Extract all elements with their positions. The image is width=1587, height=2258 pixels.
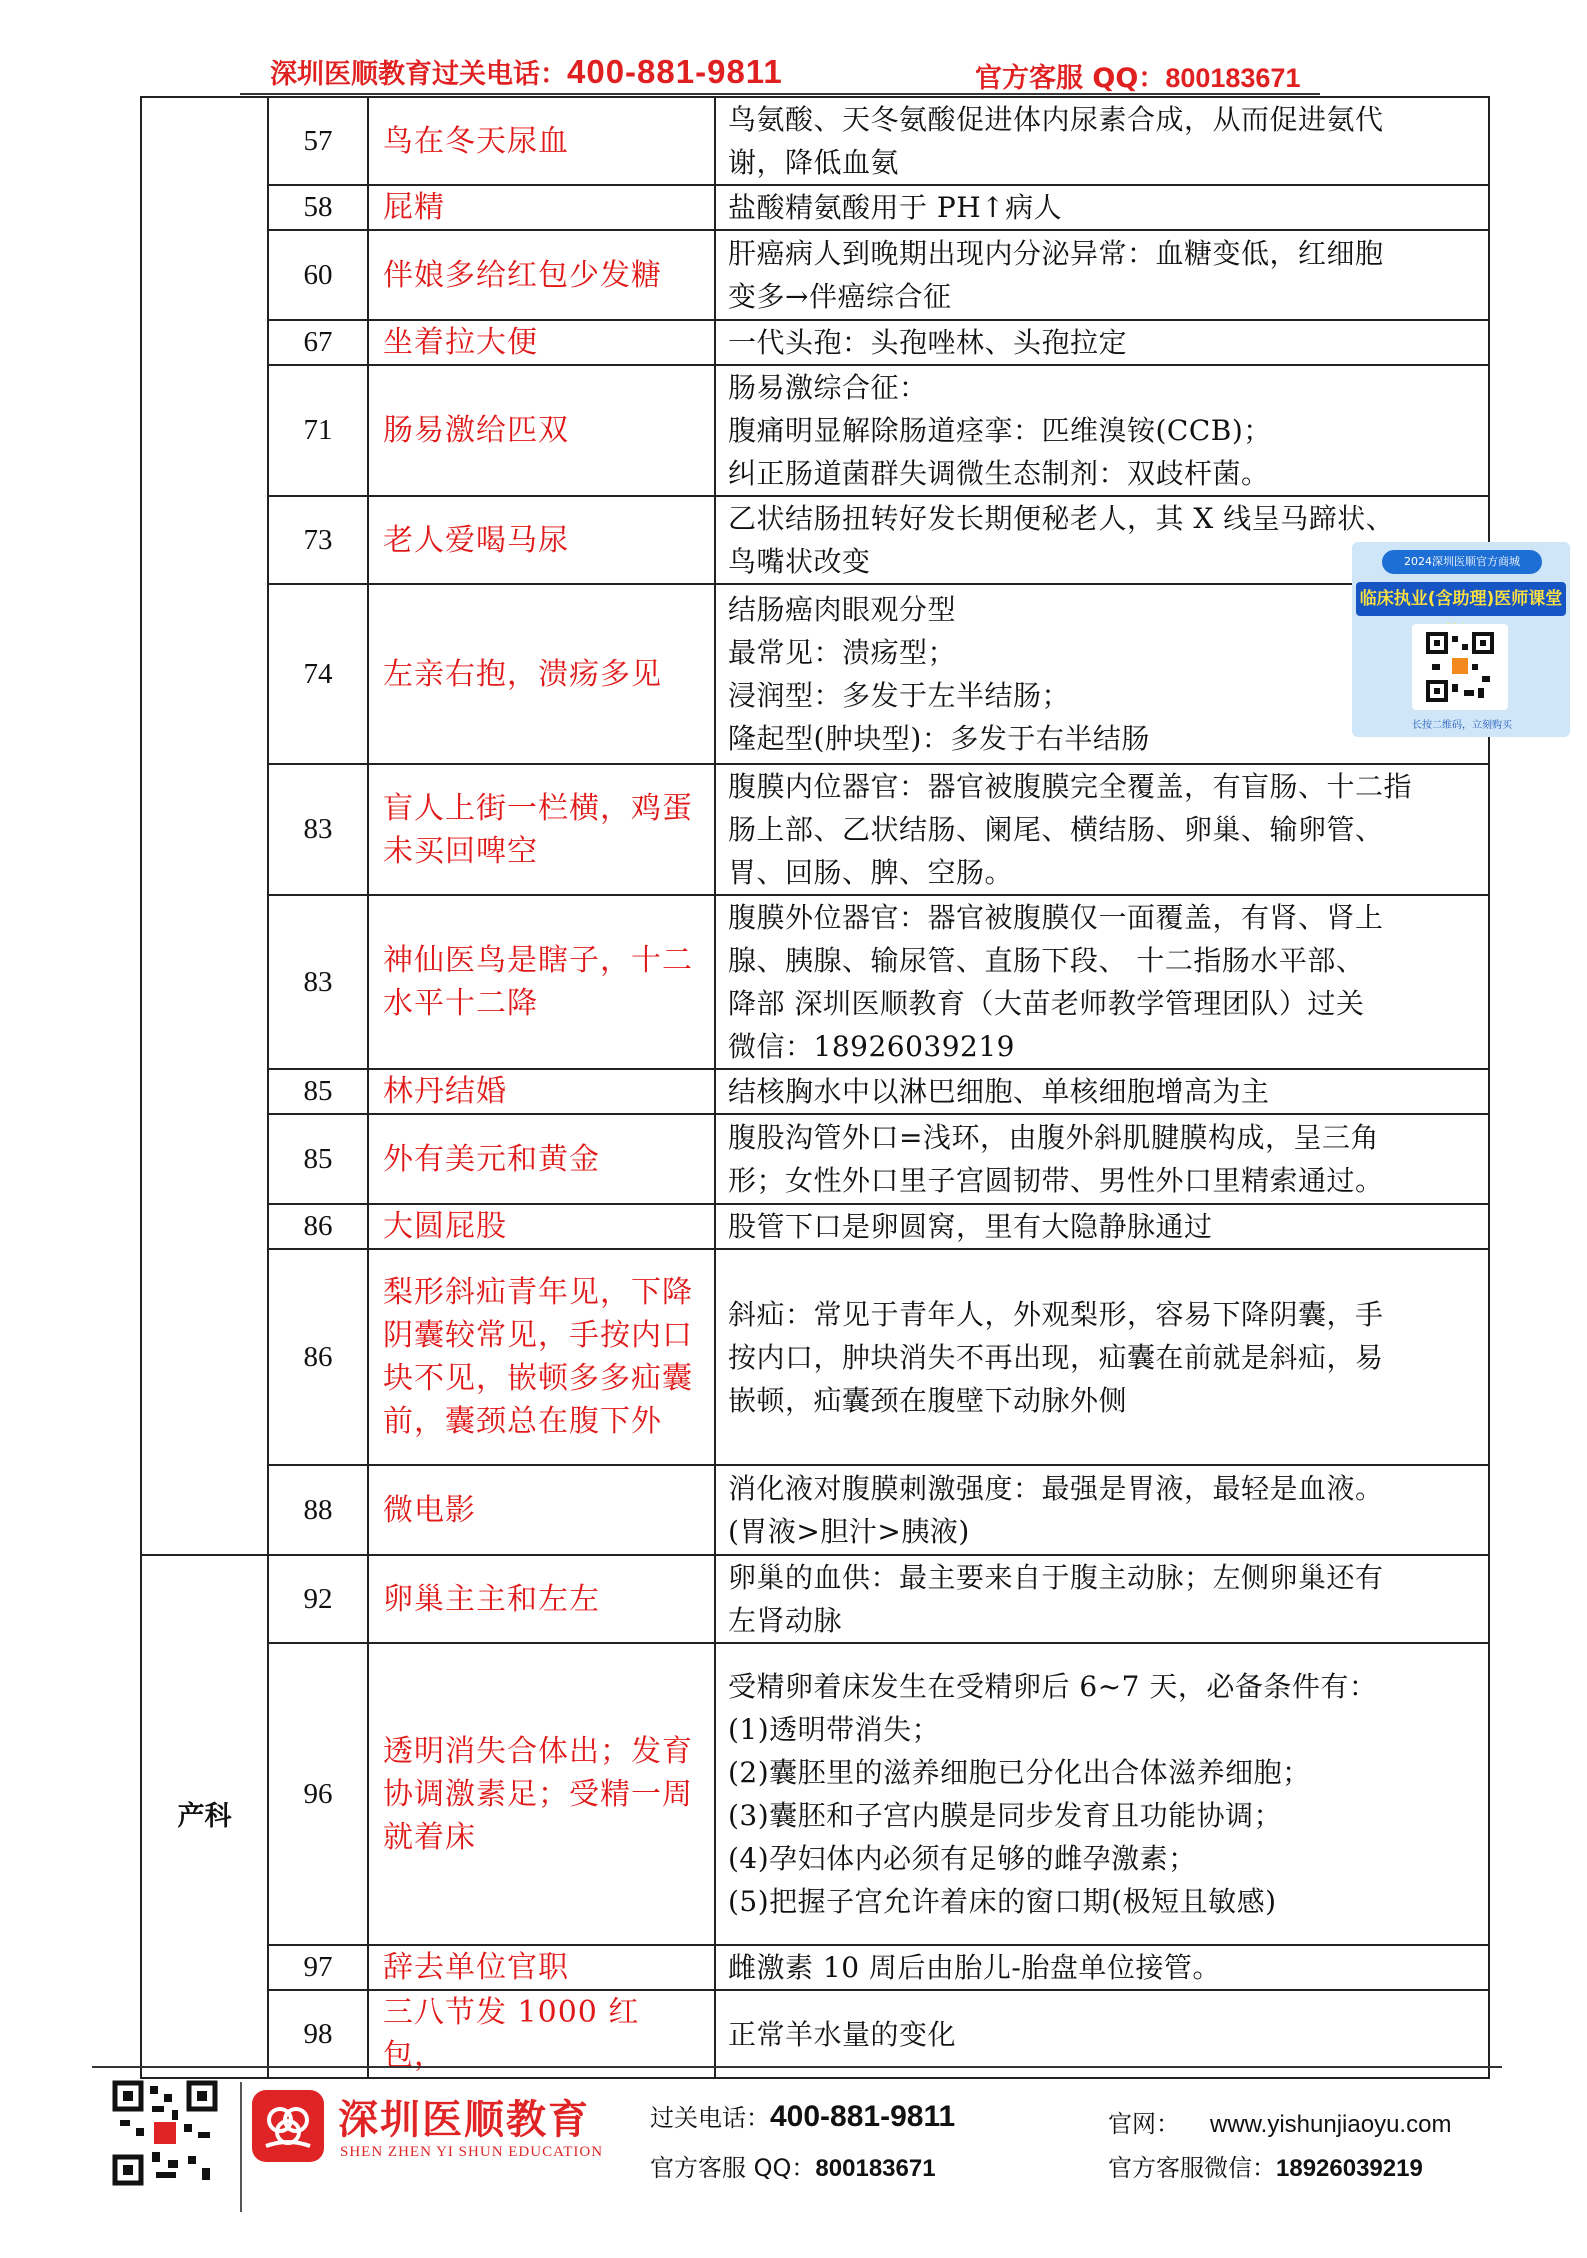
ad-footer-text: 长按二维码，立刻购买 — [1412, 720, 1512, 731]
description-line: 卵巢的血供：最主要来自于腹主动脉；左侧卵巢还有 — [728, 1561, 1384, 1594]
description-line: 腹痛明显解除肠道痉挛：匹维溴铵(CCB)； — [728, 414, 1272, 447]
description-line: 隆起型(肿块型)：多发于右半结肠 — [728, 722, 1150, 755]
description-line: 腹膜外位器官：器官被腹膜仅一面覆盖，有肾、肾上 — [728, 901, 1384, 934]
description-cell — [715, 1990, 1489, 2078]
description-line: (5)把握子宫允许着床的窗口期(极短且敏感) — [728, 1885, 1277, 1918]
description-cell — [715, 97, 1489, 185]
mnemonic-cell: 梨形斜疝青年见，下降阴囊较常见，手按内口块不见，嵌顿多多疝囊前，囊颈总在腹下外 — [368, 1249, 715, 1465]
page-number-cell: 71 — [268, 365, 368, 496]
footer-separator — [240, 2082, 242, 2212]
mnemonic-cell: 辞去单位官职 — [368, 1945, 715, 1990]
ad-title: 临床执业(含助理)医师课堂 — [1356, 582, 1566, 616]
ad-qr-code-icon[interactable] — [1412, 624, 1508, 710]
page-number-cell: 60 — [268, 230, 368, 320]
description-line: 结肠癌肉眼观分型 — [728, 593, 957, 626]
mnemonic-cell: 林丹结婚 — [368, 1069, 715, 1114]
table-row — [141, 496, 1489, 584]
description-line: 肠上部、乙状结肠、阑尾、横结肠、卵巢、输卵管、 — [728, 813, 1384, 846]
description-line: 纠正肠道菌群失调微生态制剂：双歧杆菌。 — [728, 457, 1270, 490]
ad-banner[interactable] — [1352, 542, 1570, 737]
footer-wechat-number: 18926039219 — [1276, 2155, 1423, 2182]
page-number-cell: 88 — [268, 1465, 368, 1555]
description-cell — [715, 1555, 1489, 1643]
footer-site-label: 官网： — [1108, 2110, 1180, 2138]
brand-name-en: SHEN ZHEN YI SHUN EDUCATION — [340, 2144, 604, 2160]
mnemonic-cell: 神仙医鸟是瞎子，十二水平十二降 — [368, 895, 715, 1069]
page-number-cell: 74 — [268, 584, 368, 764]
description-line: (2)囊胚里的滋养细胞已分化出合体滋养细胞； — [728, 1756, 1311, 1789]
description-line: (胃液>胆汁>胰液) — [728, 1515, 970, 1548]
description-cell — [715, 1204, 1489, 1249]
description-cell — [715, 1643, 1489, 1945]
section-cell — [141, 97, 268, 1555]
description-cell — [715, 230, 1489, 320]
mnemonic-cell: 肠易激给匹双 — [368, 365, 715, 496]
footer-phone-label: 过关电话： — [650, 2104, 770, 2132]
header-phone-number: 400-881-9811 — [567, 53, 783, 90]
description-cell — [715, 1249, 1489, 1465]
table-row — [141, 1114, 1489, 1204]
description-line: 雌激素 10 周后由胎儿-胎盘单位接管。 — [728, 1951, 1221, 1984]
ad-top-label: 2024深圳医顺官方商城 — [1382, 550, 1542, 574]
description-line: 肝癌病人到晚期出现内分泌异常：血糖变低，红细胞 — [728, 237, 1384, 270]
table-row — [141, 365, 1489, 496]
description-line: 正常羊水量的变化 — [728, 2017, 957, 2051]
page-number-cell: 96 — [268, 1643, 368, 1945]
table-row — [141, 1555, 1489, 1643]
mnemonic-cell: 三八节发 1000 红包， — [368, 1990, 715, 2078]
table-row — [141, 97, 1489, 185]
section-cell: 产科 — [141, 1555, 268, 2078]
page-number-cell: 58 — [268, 185, 368, 230]
footer-divider — [92, 2066, 1502, 2068]
table-row — [141, 320, 1489, 365]
description-line: 盐酸精氨酸用于 PH↑病人 — [728, 191, 1063, 224]
table-row — [141, 1990, 1489, 2078]
description-line: 谢，降低血氨 — [728, 146, 900, 179]
description-line: 斜疝：常见于青年人，外观梨形，容易下降阴囊，手 — [728, 1297, 1384, 1331]
brand-name: 深圳医顺教育 — [338, 2097, 590, 2143]
footer-wechat — [1108, 2148, 1423, 2183]
description-line: 消化液对腹膜刺激强度：最强是胃液，最轻是血液。 — [728, 1472, 1384, 1505]
description-cell — [715, 895, 1489, 1069]
mnemonic-cell: 卵巢主主和左左 — [368, 1555, 715, 1643]
mnemonic-cell: 盲人上街一栏横，鸡蛋未买回啤空 — [368, 764, 715, 895]
footer-phone — [650, 2098, 955, 2134]
header-qq-label: 官方客服 QQ： — [975, 63, 1166, 94]
page-number-cell: 86 — [268, 1204, 368, 1249]
mnemonic-cell: 坐着拉大便 — [368, 320, 715, 365]
page-number-cell: 57 — [268, 97, 368, 185]
page-number-cell: 85 — [268, 1069, 368, 1114]
description-line: 嵌顿，疝囊颈在腹壁下动脉外侧 — [728, 1383, 1128, 1417]
description-cell — [715, 1465, 1489, 1555]
description-line: (1)透明带消失； — [728, 1713, 941, 1746]
description-cell — [715, 320, 1489, 365]
header-qq-number: 800183671 — [1165, 63, 1301, 93]
header-phone-label: 深圳医顺教育过关电话： — [270, 59, 567, 90]
description-line: 结核胸水中以淋巴细胞、单核细胞增高为主 — [728, 1075, 1270, 1108]
description-cell — [715, 1114, 1489, 1204]
description-line: 左肾动脉 — [728, 1604, 843, 1637]
table-row — [141, 1249, 1489, 1465]
table-row — [141, 1069, 1489, 1114]
mnemonic-cell: 透明消失合体出；发育协调激素足；受精一周就着床 — [368, 1643, 715, 1945]
table-body — [141, 97, 1489, 2078]
description-line: 乙状结肠扭转好发长期便秘老人，其 X 线呈马蹄状、 — [728, 502, 1395, 535]
description-line: 微信：18926039219 — [728, 1030, 1015, 1063]
description-cell — [715, 185, 1489, 230]
mnemonic-cell: 大圆屁股 — [368, 1204, 715, 1249]
footer-phone-number: 400-881-9811 — [770, 2100, 956, 2133]
footer-website[interactable] — [1108, 2104, 1451, 2139]
table-row — [141, 1465, 1489, 1555]
description-line: 股管下口是卵圆窝，里有大隐静脉通过 — [728, 1210, 1213, 1243]
mnemonic-cell: 左亲右抱，溃疡多见 — [368, 584, 715, 764]
table-row — [141, 1643, 1489, 1945]
page-header — [0, 52, 1587, 92]
mnemonic-cell: 外有美元和黄金 — [368, 1114, 715, 1204]
table-row — [141, 1945, 1489, 1990]
mnemonic-cell: 屁精 — [368, 185, 715, 230]
mnemonic-cell: 伴娘多给红包少发糖 — [368, 230, 715, 320]
description-line: (3)囊胚和子宫内膜是同步发育且功能协调； — [728, 1799, 1283, 1832]
page-number-cell: 98 — [268, 1990, 368, 2078]
description-cell — [715, 764, 1489, 895]
page-number-cell: 86 — [268, 1249, 368, 1465]
description-line: 受精卵着床发生在受精卵后 6~7 天，必备条件有： — [728, 1670, 1378, 1703]
footer-qq-label: 官方客服 QQ： — [650, 2154, 816, 2182]
header-divider — [240, 93, 1320, 95]
footer-wechat-label: 官方客服微信： — [1108, 2154, 1276, 2182]
description-cell — [715, 1069, 1489, 1114]
description-line: 按内口，肿块消失不再出现，疝囊在前就是斜疝，易 — [728, 1340, 1384, 1374]
description-cell — [715, 1945, 1489, 1990]
mnemonic-table — [140, 96, 1490, 2079]
page-number-cell: 85 — [268, 1114, 368, 1204]
table-row — [141, 230, 1489, 320]
description-line: 降部 深圳医顺教育（大苗老师教学管理团队）过关 — [728, 987, 1365, 1020]
description-line: 腹股沟管外口=浅环，由腹外斜肌腱膜构成，呈三角 — [728, 1121, 1379, 1154]
footer-qq-number: 800183671 — [815, 2155, 936, 2182]
description-line: 胃、回肠、脾、空肠。 — [728, 856, 1014, 889]
page-number-cell: 97 — [268, 1945, 368, 1990]
description-line: (4)孕妇体内必须有足够的雌孕激素； — [728, 1842, 1197, 1875]
mnemonic-cell: 鸟在冬天尿血 — [368, 97, 715, 185]
table-row — [141, 584, 1489, 764]
page-number-cell: 92 — [268, 1555, 368, 1643]
description-line: 腺、胰腺、输尿管、直肠下段、 十二指肠水平部、 — [728, 944, 1365, 977]
table-row — [141, 764, 1489, 895]
table-row — [141, 1204, 1489, 1249]
description-line: 腹膜内位器官：器官被腹膜完全覆盖，有盲肠、十二指 — [728, 770, 1413, 803]
footer-qq — [650, 2148, 936, 2183]
mnemonic-cell: 老人爱喝马尿 — [368, 496, 715, 584]
page-number-cell: 83 — [268, 895, 368, 1069]
description-cell — [715, 365, 1489, 496]
page-number-cell: 83 — [268, 764, 368, 895]
mnemonic-cell: 微电影 — [368, 1465, 715, 1555]
footer-qr-code-icon — [112, 2080, 218, 2186]
description-line: 浸润型：多发于左半结肠； — [728, 679, 1071, 712]
description-line: 鸟氨酸、天冬氨酸促进体内尿素合成，从而促进氨代 — [728, 103, 1384, 136]
page-number-cell: 67 — [268, 320, 368, 365]
description-line: 鸟嘴状改变 — [728, 545, 871, 578]
description-line: 最常见：溃疡型； — [728, 636, 957, 669]
header-phone — [270, 52, 783, 91]
table-row — [141, 185, 1489, 230]
header-qq — [975, 56, 1300, 95]
description-line: 变多→伴癌综合征 — [728, 280, 952, 313]
footer-site-url[interactable]: www.yishunjiaoyu.com — [1210, 2111, 1452, 2138]
description-line: 形；女性外口里子宫圆韧带、男性外口里精索通过。 — [728, 1164, 1384, 1197]
description-line: 肠易激综合征： — [728, 371, 928, 404]
table-row — [141, 895, 1489, 1069]
brand-logo-icon — [252, 2090, 324, 2162]
page-number-cell: 73 — [268, 496, 368, 584]
description-line: 一代头孢：头孢唑林、头孢拉定 — [728, 326, 1128, 359]
